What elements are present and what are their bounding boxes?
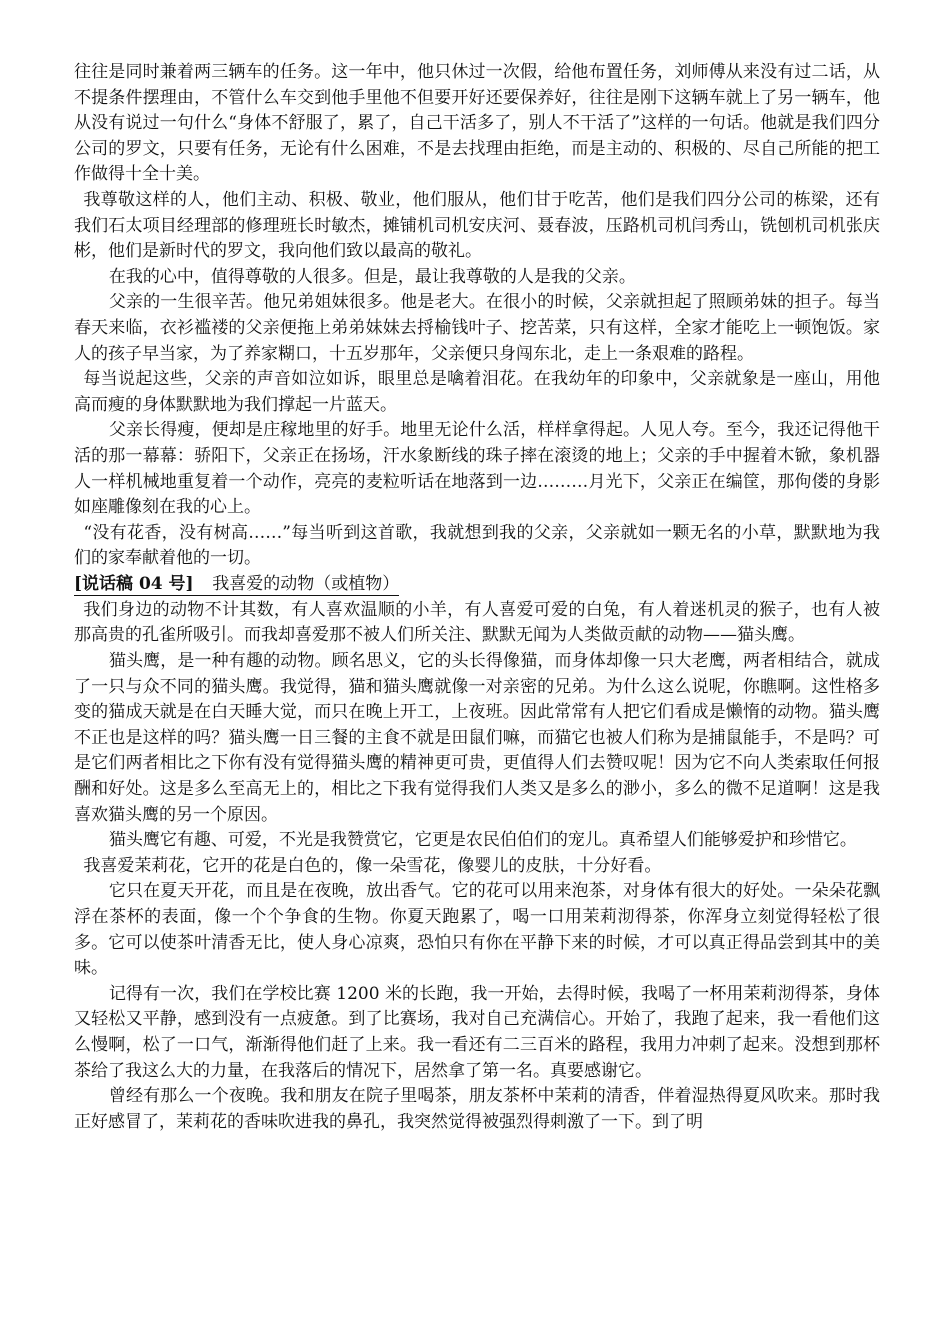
paragraph: 往往是同时兼着两三辆车的任务。这一年中，他只休过一次假，给他布置任务，刘师傅从来没有过二话，从不提条件摆理由，不管什么车交到他手里他不但要开好还要保养好，往往是刚下这辆车就上了另一辆车，他从没有说过一句什么“身体不舒服了，累了，自己干活多了，别人不干活了”这样的一句话。他就是我们四分公司的罗文，只要有任务，无论有什么困难，不是去找理由拒绝，而是主动的、积极的、尽自己所能的把工作做得十全十美。 bbox=[74, 62, 880, 185]
tag-open: [说话稿 bbox=[74, 573, 139, 594]
paragraph: 我们身边的动物不计其数，有人喜欢温顺的小羊，有人喜爱可爱的白兔，有人着迷机灵的猴子，也有人被那高贵的孔雀所吸引。而我却喜爱那不被人们所关注、默默无闻为人类做贡献的动物——猫头鹰。 bbox=[74, 599, 880, 646]
tag-close: 号] bbox=[162, 573, 194, 594]
heading-title: 我喜爱的动物（或植物） bbox=[212, 573, 400, 594]
paragraph: 猫头鹰它有趣、可爱，不光是我赞赏它，它更是农民伯伯们的宠儿。真希望人们能够爱护和珍惜它。 bbox=[108, 830, 857, 851]
essay-section-respect bbox=[74, 60, 880, 572]
paragraph: 我喜爱茉莉花，它开的花是白色的，像一朵雪花，像婴儿的皮肤，十分好看。 bbox=[83, 855, 662, 876]
tag-number: 04 bbox=[138, 573, 163, 594]
paragraph: 猫头鹰，是一种有趣的动物。顾名思义，它的头长得像猫，而身体却像一只大老鹰，两者相结合，就成了一只与众不同的猫头鹰。我觉得，猫和猫头鹰就像一对亲密的兄弟。为什么这么说呢，你瞧啊。这性格多变的猫成天就是在白天睡大觉，而只在晚上开工，上夜班。因此常常有人把它们看成是懒惰的动物。猫头鹰不正也是这样的吗？猫头鹰一日三餐的主食不就是田鼠们嘛，而猫它也被人们称为是捕鼠能手，不是吗？可是它们两者相比之下你有没有觉得猫头鹰的精神更可贵，更值得人们去赞叹呢！因为它不向人类索取任何报酬和好处。这是多么至高无上的，相比之下我有觉得我们人类又是多么的渺小，多么的微不足道啊！这是我喜欢猫头鹰的另一个原因。 bbox=[74, 651, 880, 825]
paragraph: “没有花香，没有树高……”每当听到这首歌，我就想到我的父亲，父亲就如一颗无名的小草，默默地为我们的家奉献着他的一切。 bbox=[74, 522, 880, 569]
speech-number-tag bbox=[74, 574, 194, 594]
paragraph: 曾经有那么一个夜晚。我和朋友在院子里喝茶，朋友茶杯中茉莉的清香，伴着湿热得夏风吹来。那时我正好感冒了，茉莉花的香味吹进我的鼻孔，我突然觉得被强烈得刺激了一下。到了明 bbox=[74, 1086, 880, 1132]
paragraph: 每当说起这些，父亲的声音如泣如诉，眼里总是噙着泪花。在我幼年的印象中，父亲就象是一座山，用他高而瘦的身体默默地为我们撑起一片蓝天。 bbox=[74, 369, 880, 415]
heading-underline bbox=[74, 574, 399, 596]
paragraph: 它只在夏天开花，而且是在夜晚，放出香气。它的花可以用来泡茶，对身体有很大的好处。一朵朵花飘浮在茶杯的表面，像一个个争食的生物。你夏天跑累了，喝一口用茉莉沏得茶，你浑身立刻觉得轻松了很多。它可以使茶叶清香无比，使人身心凉爽，恐怕只有你在平静下来的时候，才可以真正得品尝到其中的美味。 bbox=[74, 881, 880, 979]
paragraph: 记得有一次，我们在学校比赛 1200 米的长跑，我一开始，去得时候，我喝了一杯用茉莉沏得茶，身体又轻松又平静，感到没有一点疲惫。到了比赛场，我对自己充满信心。开始了，我跑了起来，我一看他们这么慢啊，松了一口气，渐渐得他们赶了上来。我一看还有二三百米的路程，我用力冲刺了起来。没想到那杯茶给了我这么大的力量，在我落后的情况下，居然拿了第一名。真要感谢它。 bbox=[74, 983, 880, 1081]
paragraph: 在我的心中，值得尊敬的人很多。但是，最让我尊敬的人是我的父亲。 bbox=[108, 266, 636, 287]
document-page bbox=[74, 60, 880, 1135]
paragraph: 父亲长得瘦，便却是庄稼地里的好手。地里无论什么活，样样拿得起。人见人夸。至今，我还记得他干活的那一幕幕：骄阳下，父亲正在扬场，汗水象断线的珠子摔在滚烫的地上；父亲的手中握着木锨，象机器人一样机械地重复着一个动作，亮亮的麦粒听话在地落到一边………月光下，父亲正在编筐，那佝偻的身影如座雕像刻在我的心上。 bbox=[74, 420, 880, 518]
paragraph: 我尊敬这样的人，他们主动、积极、敬业，他们服从，他们甘于吃苦，他们是我们四分公司的栋梁，还有我们石太项目经理部的修理班长时敏杰，摊铺机司机安庆河、聂春波，压路机司机闫秀山，铣刨机司机张庆彬，他们是新时代的罗文，我向他们致以最高的敬礼。 bbox=[74, 189, 880, 262]
paragraph: 父亲的一生很辛苦。他兄弟姐妹很多。他是老大。在很小的时候，父亲就担起了照顾弟妹的担子。每当春天来临，衣衫褴褛的父亲便拖上弟弟妹妹去捋榆钱叶子、挖苦菜，只有这样，全家才能吃上一顿饱饭。家人的孩子早当家，为了养家糊口，十五岁那年，父亲便只身闯东北，走上一条艰难的路程。 bbox=[74, 292, 880, 364]
essay-section-favorite bbox=[74, 598, 880, 1135]
section-heading bbox=[74, 572, 880, 598]
